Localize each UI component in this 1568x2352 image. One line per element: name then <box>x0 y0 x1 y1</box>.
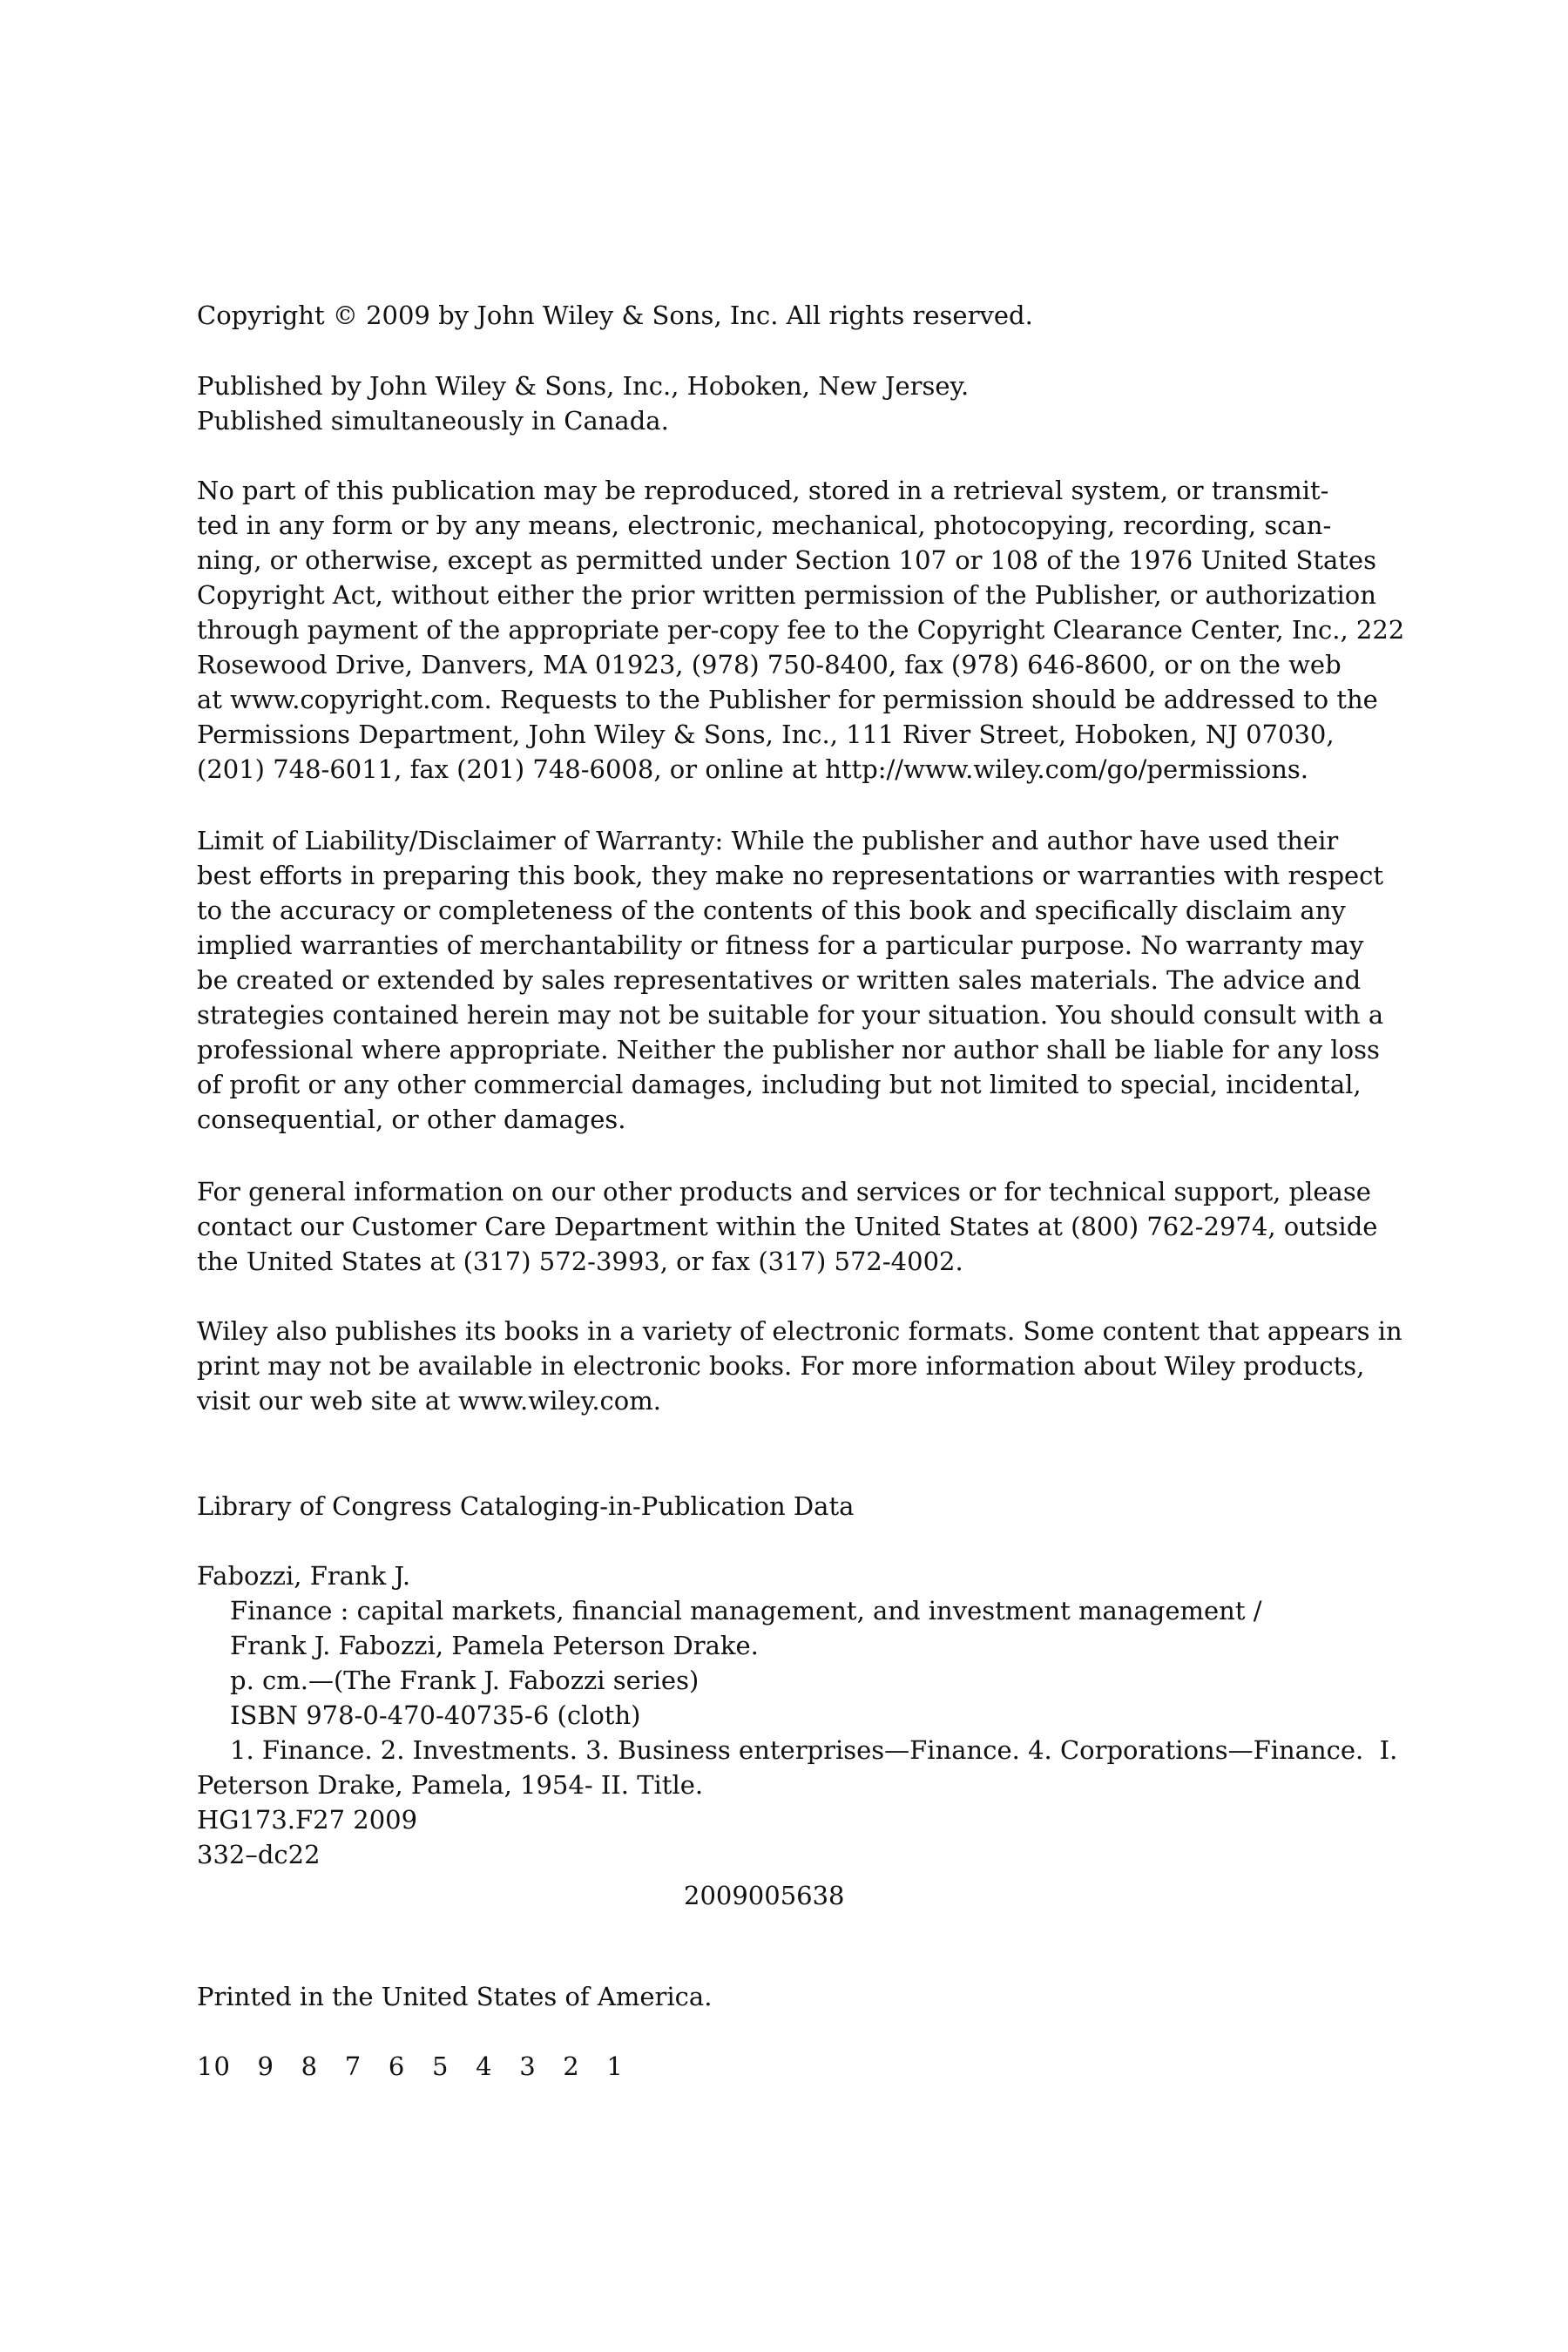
cip-dewey: 332–dc22 <box>197 1840 321 1869</box>
printer-key: 10 9 8 7 6 5 4 3 2 1 <box>197 2051 624 2081</box>
publisher-info <box>197 368 1390 438</box>
cip-title-line: Frank J. Fabozzi, Pamela Peterson Drake. <box>230 1631 759 1660</box>
support-paragraph <box>197 1174 1390 1279</box>
permissions-line: Rosewood Drive, Danvers, MA 01923, (978) 750-8400, fax (978) 646-8600, or on the web <box>197 650 1342 679</box>
printed-notice <box>197 1979 1390 2014</box>
permissions-line: through payment of the appropriate per-copy fee to the Copyright Clearance Center, Inc., 222 <box>197 615 1405 645</box>
printed-line: Printed in the United States of America. <box>197 1982 713 2011</box>
permissions-line: Permissions Department, John Wiley & Sons, Inc., 111 River Street, Hoboken, NJ 07030, <box>197 720 1335 749</box>
electronic-line: print may not be available in electronic books. For more information about Wiley products, <box>197 1351 1365 1381</box>
liability-line: Limit of Liability/Disclaimer of Warranty: While the publisher and author have used their <box>197 826 1339 855</box>
permissions-line: Copyright Act, without either the prior written permission of the Publisher, or authorization <box>197 580 1376 610</box>
liability-line: strategies contained herein may not be suitable for your situation. You should consult with a <box>197 1000 1384 1030</box>
permissions-paragraph <box>197 473 1405 787</box>
cip-author: Fabozzi, Frank J. <box>197 1561 411 1591</box>
published-by-line: Published by John Wiley & Sons, Inc., Hoboken, New Jersey. <box>197 371 970 401</box>
cip-subjects-line: 1. Finance. 2. Investments. 3. Business enterprises—Finance. 4. Corporations—Finance. I. <box>230 1735 1398 1765</box>
liability-line: to the accuracy or completeness of the contents of this book and specifically disclaim any <box>197 896 1346 925</box>
cip-physical-description: p. cm.—(The Frank J. Fabozzi series) <box>230 1666 700 1695</box>
liability-line: be created or extended by sales representatives or written sales materials. The advice and <box>197 965 1362 995</box>
liability-line: of profit or any other commercial damages, including but not limited to special, incidental, <box>197 1070 1362 1099</box>
cip-title-line: Finance : capital markets, financial management, and investment management / <box>230 1596 1262 1625</box>
support-line: contact our Customer Care Department within the United States at (800) 762-2974, outside <box>197 1212 1378 1241</box>
cip-subjects-line: Peterson Drake, Pamela, 1954- II. Title. <box>197 1770 704 1800</box>
permissions-line: at www.copyright.com. Requests to the Publisher for permission should be addressed to the <box>197 685 1378 714</box>
support-line: the United States at (317) 572-3993, or fax (317) 572-4002. <box>197 1247 963 1276</box>
copyright-notice <box>197 298 1390 333</box>
cip-heading-block <box>197 1489 1390 1524</box>
permissions-line: No part of this publication may be reproduced, stored in a retrieval system, or transmit- <box>197 476 1329 505</box>
cip-lc-classification: HG173.F27 2009 <box>197 1805 418 1835</box>
liability-line: professional where appropriate. Neither the publisher nor author shall be liable for any loss <box>197 1035 1380 1064</box>
permissions-line: ning, or otherwise, except as permitted under Section 107 or 108 of the 1976 United States <box>197 545 1376 575</box>
cip-isbn: ISBN 978-0-470-40735-6 (cloth) <box>230 1700 641 1730</box>
cip-record <box>197 1558 1398 1872</box>
electronic-formats-paragraph <box>197 1314 1402 1418</box>
electronic-line: visit our web site at www.wiley.com. <box>197 1386 661 1416</box>
published-canada-line: Published simultaneously in Canada. <box>197 406 669 436</box>
liability-disclaimer-paragraph <box>197 823 1390 1137</box>
copyright-line: Copyright © 2009 by John Wiley & Sons, Inc. All rights reserved. <box>197 301 1033 330</box>
electronic-line: Wiley also publishes its books in a variety of electronic formats. Some content that appears in <box>197 1316 1402 1346</box>
liability-line: best efforts in preparing this book, they make no representations or warranties with respect <box>197 861 1384 890</box>
permissions-line: ted in any form or by any means, electronic, mechanical, photocopying, recording, scan- <box>197 510 1332 540</box>
support-line: For general information on our other products and services or for technical support, please <box>197 1177 1371 1206</box>
cip-lccn: 2009005638 <box>684 1881 845 1910</box>
print-number-line <box>197 2049 1390 2084</box>
liability-line: implied warranties of merchantability or fitness for a particular purpose. No warranty may <box>197 930 1364 960</box>
liability-line: consequential, or other damages. <box>197 1105 626 1134</box>
cip-heading: Library of Congress Cataloging-in-Publication Data <box>197 1491 855 1521</box>
permissions-line: (201) 748-6011, fax (201) 748-6008, or online at http://www.wiley.com/go/permissions. <box>197 754 1309 784</box>
